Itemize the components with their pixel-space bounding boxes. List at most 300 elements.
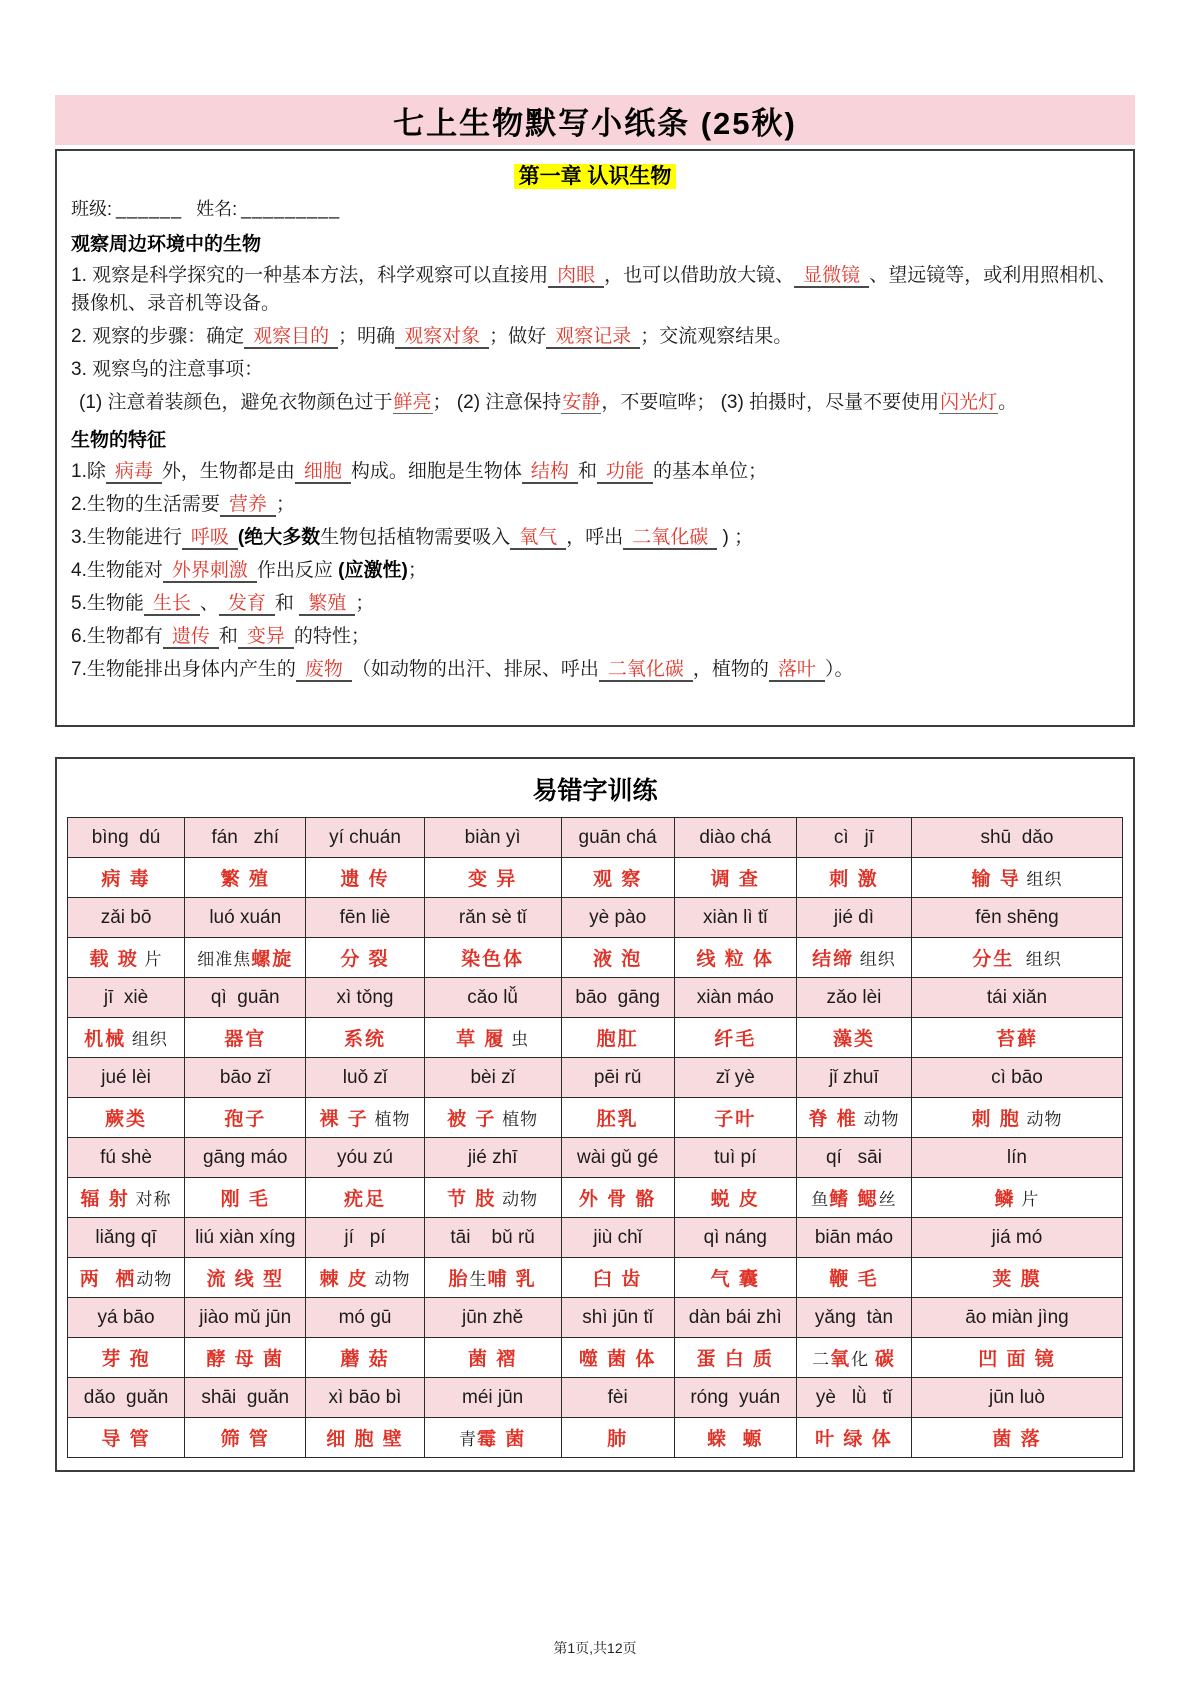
- hanzi-cell: [185, 1098, 306, 1138]
- hanzi-cell: [68, 1418, 185, 1458]
- hanzi-context: 动物: [857, 1110, 900, 1129]
- pinyin-cell: zǎo lèi: [796, 978, 911, 1018]
- pinyin-cell: méi jūn: [424, 1378, 561, 1418]
- pinyin-cell: biàn yì: [424, 818, 561, 858]
- hanzi-cell: [306, 858, 424, 898]
- hanzi-cell: [185, 1178, 306, 1218]
- study-item: [71, 458, 1119, 486]
- table-row: [68, 1098, 1123, 1138]
- hanzi-cell: [796, 1418, 911, 1458]
- hanzi-context: 细准焦: [197, 950, 252, 969]
- hanzi-cell: [674, 858, 796, 898]
- text-run: 和: [218, 626, 238, 647]
- hanzi-answer: 碳: [874, 1349, 896, 1370]
- hanzi-context: 动物: [1020, 1110, 1063, 1129]
- pinyin-cell: jūn zhě: [424, 1298, 561, 1338]
- hanzi-cell: [674, 1258, 796, 1298]
- hanzi-answer: 病 毒: [101, 869, 151, 890]
- pinyin-cell: bāo gāng: [561, 978, 674, 1018]
- text-run: ，植物的: [692, 659, 769, 680]
- pinyin-cell: yè pào: [561, 898, 674, 938]
- hanzi-answer: 辐 射: [80, 1189, 130, 1210]
- hanzi-context: 片: [1015, 1190, 1040, 1209]
- study-item: [71, 656, 1119, 684]
- hanzi-answer: 噬 菌 体: [578, 1349, 657, 1370]
- text-run: ，不要喧哗； (3) 拍摄时，尽量不要使用: [601, 392, 940, 413]
- study-item: [71, 524, 1119, 552]
- hanzi-answer: 遗 传: [340, 869, 390, 890]
- hanzi-context: 青: [458, 1430, 477, 1449]
- text-run: 。: [998, 392, 1018, 413]
- hanzi-context: 丝: [878, 1190, 897, 1209]
- hanzi-answer: 孢子: [224, 1109, 267, 1130]
- answer-blank: 变异: [238, 626, 294, 649]
- text-run: 和: [577, 461, 597, 482]
- hanzi-answer: 裸 子: [319, 1109, 369, 1130]
- pinyin-cell: jué lèi: [68, 1058, 185, 1098]
- hanzi-cell: [68, 1018, 185, 1058]
- pinyin-cell: qì náng: [674, 1218, 796, 1258]
- hanzi-cell: [185, 1418, 306, 1458]
- hanzi-answer: 氧: [830, 1349, 852, 1370]
- text-run: ；明确: [338, 326, 396, 347]
- hanzi-cell: [561, 938, 674, 978]
- hanzi-answer: 繁 殖: [220, 869, 270, 890]
- table-row: [68, 1338, 1123, 1378]
- hanzi-answer: 分生: [972, 949, 1015, 970]
- hanzi-answer: 菌 褶: [467, 1349, 518, 1370]
- hanzi-cell: [796, 1098, 911, 1138]
- hanzi-answer: 胞肛: [596, 1029, 639, 1050]
- pinyin-cell: guān chá: [561, 818, 674, 858]
- pinyin-cell: fēn shēng: [911, 898, 1122, 938]
- pinyin-cell: bìng dú: [68, 818, 185, 858]
- key-term: 安静: [562, 392, 601, 413]
- text-run: ；: [407, 560, 427, 581]
- answer-blank: 繁殖: [299, 593, 355, 616]
- hanzi-answer: 载 玻: [89, 949, 139, 970]
- text-run: ）。: [824, 659, 854, 680]
- doc-title: 七上生物默写小纸条 (25秋): [393, 105, 797, 141]
- text-run: 的基本单位；: [652, 461, 767, 482]
- hanzi-cell: [796, 858, 911, 898]
- hanzi-answer: 荚 膜: [992, 1269, 1042, 1290]
- hanzi-answer: 鳍: [829, 1189, 851, 1210]
- hanzi-cell: [68, 938, 185, 978]
- hanzi-context: 二: [812, 1350, 831, 1369]
- pinyin-cell: yá bāo: [68, 1298, 185, 1338]
- hanzi-cell: [911, 1098, 1122, 1138]
- hanzi-answer: 输 导: [971, 869, 1021, 890]
- name-blank: _________: [241, 199, 341, 219]
- table-row: [68, 978, 1123, 1018]
- table-row: [68, 1058, 1123, 1098]
- answer-blank: 肉眼: [548, 265, 604, 288]
- answer-blank: 病毒: [106, 461, 162, 484]
- hanzi-answer: 草 履: [456, 1029, 506, 1050]
- hanzi-cell: [424, 1178, 561, 1218]
- hanzi-answer: 鳃: [850, 1189, 879, 1210]
- hanzi-answer: 哺 乳: [487, 1269, 537, 1290]
- hanzi-answer: 观 察: [593, 869, 643, 890]
- answer-blank: 观察记录: [546, 326, 640, 349]
- hanzi-context: 虫: [505, 1030, 530, 1049]
- key-term: 闪光灯: [940, 392, 998, 413]
- text-run: ；交流观察结果。: [640, 326, 793, 347]
- table-row: [68, 1378, 1123, 1418]
- text-run: （如动物的出汗、排尿、呼出: [351, 659, 599, 680]
- hanzi-answer: 霉 菌: [476, 1429, 527, 1450]
- hanzi-cell: [674, 1178, 796, 1218]
- study-item: [71, 557, 1119, 585]
- pinyin-cell: lín: [911, 1138, 1122, 1178]
- page-footer: 第1页,共12页: [553, 1640, 637, 1656]
- hanzi-cell: [561, 1178, 674, 1218]
- text-run: 、望远镜等，或利用照相机、摄像机、录音机等设备。: [71, 265, 1117, 314]
- hanzi-cell: [306, 1258, 424, 1298]
- hanzi-cell: [674, 938, 796, 978]
- section-heading: 观察周边环境中的生物: [71, 234, 262, 255]
- hanzi-answer: 两 栖: [79, 1269, 137, 1290]
- hanzi-answer: 蕨类: [105, 1109, 148, 1130]
- hanzi-cell: [185, 1258, 306, 1298]
- study-item: [71, 262, 1119, 318]
- answer-blank: 显微镜: [794, 265, 869, 288]
- pinyin-cell: jǐ zhuī: [796, 1058, 911, 1098]
- text-run: 1.除: [71, 461, 106, 482]
- hanzi-cell: [796, 1018, 911, 1058]
- hanzi-cell: [561, 1098, 674, 1138]
- hanzi-cell: [674, 1418, 796, 1458]
- answer-blank: 废物: [296, 659, 352, 682]
- vocab-section: [55, 757, 1135, 1472]
- pinyin-cell: jūn luò: [911, 1378, 1122, 1418]
- hanzi-cell: [911, 1338, 1122, 1378]
- chapter-line: [71, 160, 1119, 190]
- hanzi-answer: 蘑 菇: [340, 1349, 390, 1370]
- hanzi-cell: [561, 1018, 674, 1058]
- text-run: ) ；: [717, 527, 754, 548]
- doc-title-bar: [55, 95, 1135, 145]
- pinyin-cell: shū dǎo: [911, 818, 1122, 858]
- hanzi-cell: [185, 858, 306, 898]
- hanzi-answer: 胎: [448, 1269, 470, 1290]
- hanzi-answer: 蝾 螈: [706, 1429, 764, 1450]
- answer-blank: 外界刺激: [163, 560, 257, 583]
- hanzi-answer: 藻类: [832, 1029, 875, 1050]
- hanzi-context: 组织: [126, 1030, 168, 1049]
- hanzi-answer: 鳞: [994, 1189, 1016, 1210]
- hanzi-cell: [674, 1338, 796, 1378]
- answer-blank: 生长: [144, 593, 200, 616]
- table-row: [68, 1218, 1123, 1258]
- hanzi-answer: 叶 绿 体: [815, 1429, 893, 1450]
- hanzi-cell: [68, 1178, 185, 1218]
- vocab-table: [67, 817, 1123, 1458]
- text-run: 、: [199, 593, 219, 614]
- answer-blank: 观察目的: [244, 326, 338, 349]
- hanzi-cell: [424, 858, 561, 898]
- pinyin-cell: āo miàn jìng: [911, 1298, 1122, 1338]
- hanzi-cell: [796, 1178, 911, 1218]
- study-item: [71, 590, 1119, 618]
- pinyin-cell: shāi guǎn: [185, 1378, 306, 1418]
- pinyin-cell: pēi rǔ: [561, 1058, 674, 1098]
- table-row: [68, 818, 1123, 858]
- text-run: 2.生物的生活需要: [71, 494, 220, 515]
- pinyin-cell: cǎo lǚ: [424, 978, 561, 1018]
- hanzi-answer: 胚乳: [596, 1109, 639, 1130]
- hanzi-cell: [185, 938, 306, 978]
- class-label: 班级:: [71, 199, 113, 219]
- study-item: [71, 623, 1119, 651]
- answer-blank: 结构: [522, 461, 578, 484]
- hanzi-context: 生: [469, 1270, 488, 1289]
- hanzi-cell: [796, 1338, 911, 1378]
- pinyin-cell: liǎng qī: [68, 1218, 185, 1258]
- hanzi-cell: [424, 1098, 561, 1138]
- hanzi-answer: 导 管: [101, 1429, 151, 1450]
- text-run: (1) 注意着装颜色，避免衣物颜色过于: [79, 392, 393, 413]
- pinyin-cell: rǎn sè tǐ: [424, 898, 561, 938]
- pinyin-cell: diào chá: [674, 818, 796, 858]
- pinyin-cell: yóu zú: [306, 1138, 424, 1178]
- hanzi-cell: [911, 1018, 1122, 1058]
- text-run: 外，生物都是由: [161, 461, 295, 482]
- hanzi-answer: 线 粒 体: [696, 949, 775, 970]
- study-item: [71, 389, 1119, 417]
- hanzi-cell: [424, 938, 561, 978]
- pinyin-cell: jiù chǐ: [561, 1218, 674, 1258]
- pinyin-cell: cì bāo: [911, 1058, 1122, 1098]
- hanzi-answer: 刚 毛: [220, 1189, 270, 1210]
- hanzi-cell: [674, 1018, 796, 1058]
- table-row: [68, 1178, 1123, 1218]
- text-run: 5.生物能: [71, 593, 144, 614]
- answer-blank: 功能: [597, 461, 653, 484]
- text-run: 和: [274, 593, 300, 614]
- text-run: ；做好: [489, 326, 547, 347]
- pinyin-cell: qí sāi: [796, 1138, 911, 1178]
- pinyin-cell: fèi: [561, 1378, 674, 1418]
- sections-container: [71, 229, 1119, 684]
- pinyin-cell: gāng máo: [185, 1138, 306, 1178]
- hanzi-answer: 菌 落: [992, 1429, 1042, 1450]
- pinyin-cell: bèi zǐ: [424, 1058, 561, 1098]
- hanzi-cell: [911, 1258, 1122, 1298]
- hanzi-cell: [68, 1338, 185, 1378]
- class-name-line: [71, 195, 1119, 221]
- hanzi-answer: 棘 皮: [319, 1269, 369, 1290]
- hanzi-answer: 蛋 白 质: [696, 1349, 775, 1370]
- hanzi-cell: [911, 938, 1122, 978]
- text-run: (应激性): [338, 560, 408, 581]
- name-label: 姓名:: [196, 199, 238, 219]
- text-run: ；: [275, 494, 295, 515]
- hanzi-answer: 染色体: [461, 949, 525, 970]
- hanzi-context: 组织: [854, 950, 896, 969]
- vocab-table-title: 易错字训练: [532, 777, 658, 805]
- hanzi-context: 植物: [368, 1110, 411, 1129]
- hanzi-answer: 流 线 型: [206, 1269, 285, 1290]
- pinyin-cell: xì tǒng: [306, 978, 424, 1018]
- pinyin-cell: fán zhí: [185, 818, 306, 858]
- table-row: [68, 1138, 1123, 1178]
- pinyin-cell: luǒ zǐ: [306, 1058, 424, 1098]
- hanzi-answer: 鞭 毛: [829, 1269, 879, 1290]
- answer-blank: 遗传: [163, 626, 219, 649]
- text-run: 作出反应: [256, 560, 339, 581]
- table-row: [68, 1258, 1123, 1298]
- hanzi-cell: [561, 1418, 674, 1458]
- text-run: ，呼出: [566, 527, 624, 548]
- pinyin-cell: zǎi bō: [68, 898, 185, 938]
- pinyin-cell: yè lǜ tǐ: [796, 1378, 911, 1418]
- pinyin-cell: xiàn máo: [674, 978, 796, 1018]
- hanzi-context: 动物: [368, 1270, 411, 1289]
- text-run: 4.生物能对: [71, 560, 163, 581]
- hanzi-answer: 疣足: [343, 1189, 386, 1210]
- pinyin-cell: liú xiàn xíng: [185, 1218, 306, 1258]
- pinyin-cell: dàn bái zhì: [674, 1298, 796, 1338]
- hanzi-cell: [185, 1018, 306, 1058]
- hanzi-cell: [424, 1338, 561, 1378]
- hanzi-cell: [68, 858, 185, 898]
- table-row: [68, 898, 1123, 938]
- pinyin-cell: wài gǔ gé: [561, 1138, 674, 1178]
- text-run: ，也可以借助放大镜、: [604, 265, 795, 286]
- text-run: 1. 观察是科学探究的一种基本方法，科学观察可以直接用: [71, 265, 549, 286]
- pinyin-cell: fēn liè: [306, 898, 424, 938]
- hanzi-context: 动物: [136, 1270, 173, 1289]
- hanzi-answer: 肺: [607, 1429, 629, 1450]
- hanzi-answer: 液 泡: [593, 949, 643, 970]
- hanzi-cell: [306, 1018, 424, 1058]
- hanzi-answer: 结缔: [812, 949, 855, 970]
- hanzi-answer: 调 查: [710, 869, 760, 890]
- hanzi-context: 对称: [129, 1190, 172, 1209]
- hanzi-answer: 外 骨 骼: [578, 1189, 657, 1210]
- class-blank: ______: [116, 199, 183, 219]
- table-row: [68, 938, 1123, 978]
- hanzi-cell: [185, 1338, 306, 1378]
- hanzi-context: 片: [138, 950, 163, 969]
- hanzi-cell: [911, 1178, 1122, 1218]
- text-run: 6.生物都有: [71, 626, 163, 647]
- text-run: 7.生物能排出身体内产生的: [71, 659, 296, 680]
- pinyin-cell: jí pí: [306, 1218, 424, 1258]
- hanzi-cell: [306, 1338, 424, 1378]
- text-run: 3. 观察鸟的注意事项：: [71, 359, 264, 380]
- hanzi-answer: 芽 孢: [101, 1349, 151, 1370]
- hanzi-cell: [561, 1258, 674, 1298]
- answer-blank: 二氧化碳: [623, 527, 717, 550]
- answer-blank: 落叶: [769, 659, 825, 682]
- text-run: 2. 观察的步骤：确定: [71, 326, 245, 347]
- answer-blank: 发育: [219, 593, 275, 616]
- hanzi-context: 鱼: [811, 1190, 830, 1209]
- pinyin-cell: róng yuán: [674, 1378, 796, 1418]
- pinyin-cell: bāo zǐ: [185, 1058, 306, 1098]
- hanzi-answer: 被 子: [447, 1109, 497, 1130]
- pinyin-cell: tāi bǔ rǔ: [424, 1218, 561, 1258]
- pinyin-cell: cì jī: [796, 818, 911, 858]
- table-row: [68, 1018, 1123, 1058]
- hanzi-answer: 节 肢: [447, 1189, 497, 1210]
- hanzi-context: 化: [851, 1350, 875, 1369]
- section-heading: 生物的特征: [71, 430, 167, 451]
- pinyin-cell: xì bāo bì: [306, 1378, 424, 1418]
- hanzi-cell: [306, 938, 424, 978]
- hanzi-answer: 苔藓: [995, 1029, 1038, 1050]
- pinyin-cell: jié zhī: [424, 1138, 561, 1178]
- hanzi-cell: [911, 858, 1122, 898]
- table-row: [68, 858, 1123, 898]
- answer-blank: 观察对象: [395, 326, 489, 349]
- pinyin-cell: shì jūn tǐ: [561, 1298, 674, 1338]
- hanzi-answer: 刺 激: [829, 869, 879, 890]
- hanzi-answer: 蜕 皮: [710, 1189, 760, 1210]
- hanzi-cell: [424, 1258, 561, 1298]
- chapter-heading: 第一章 认识生物: [514, 164, 677, 189]
- text-run: 生物包括植物需要吸入: [320, 527, 511, 548]
- table-row: [68, 1418, 1123, 1458]
- answer-blank: 细胞: [295, 461, 351, 484]
- hanzi-answer: 机械: [84, 1029, 127, 1050]
- study-item: [71, 323, 1119, 351]
- study-item: [71, 491, 1119, 519]
- answer-blank: 氧气: [510, 527, 566, 550]
- hanzi-cell: [306, 1178, 424, 1218]
- hanzi-cell: [68, 1258, 185, 1298]
- pinyin-cell: biān máo: [796, 1218, 911, 1258]
- pinyin-cell: xiàn lì tǐ: [674, 898, 796, 938]
- hanzi-context: 植物: [496, 1110, 539, 1129]
- chapter-one-section: [55, 149, 1135, 727]
- hanzi-cell: [424, 1418, 561, 1458]
- pinyin-cell: tái xiǎn: [911, 978, 1122, 1018]
- hanzi-answer: 子叶: [714, 1109, 757, 1130]
- hanzi-answer: 刺 胞: [971, 1109, 1021, 1130]
- hanzi-cell: [561, 858, 674, 898]
- hanzi-cell: [306, 1418, 424, 1458]
- hanzi-cell: [674, 1098, 796, 1138]
- key-term: 鲜亮: [393, 392, 432, 413]
- hanzi-cell: [911, 1418, 1122, 1458]
- pinyin-cell: jié dì: [796, 898, 911, 938]
- hanzi-cell: [796, 938, 911, 978]
- hanzi-answer: 系统: [343, 1029, 386, 1050]
- hanzi-answer: 臼 齿: [593, 1269, 643, 1290]
- hanzi-answer: 脊 椎: [808, 1109, 858, 1130]
- hanzi-context: 组织: [1020, 870, 1063, 889]
- pinyin-cell: yǎng tàn: [796, 1298, 911, 1338]
- hanzi-answer: 纤毛: [714, 1029, 757, 1050]
- study-item: [71, 356, 1119, 384]
- text-run: ； (2) 注意保持: [432, 392, 562, 413]
- pinyin-cell: fú shè: [68, 1138, 185, 1178]
- hanzi-answer: 筛 管: [220, 1429, 270, 1450]
- pinyin-cell: luó xuán: [185, 898, 306, 938]
- pinyin-cell: jiá mó: [911, 1218, 1122, 1258]
- pinyin-cell: jiào mǔ jūn: [185, 1298, 306, 1338]
- hanzi-context: 组织: [1014, 950, 1062, 969]
- text-run: 的特性；: [293, 626, 370, 647]
- hanzi-context: 动物: [496, 1190, 539, 1209]
- text-run: (绝大多数: [237, 527, 321, 548]
- answer-blank: 营养: [220, 494, 276, 517]
- hanzi-answer: 螺旋: [251, 949, 294, 970]
